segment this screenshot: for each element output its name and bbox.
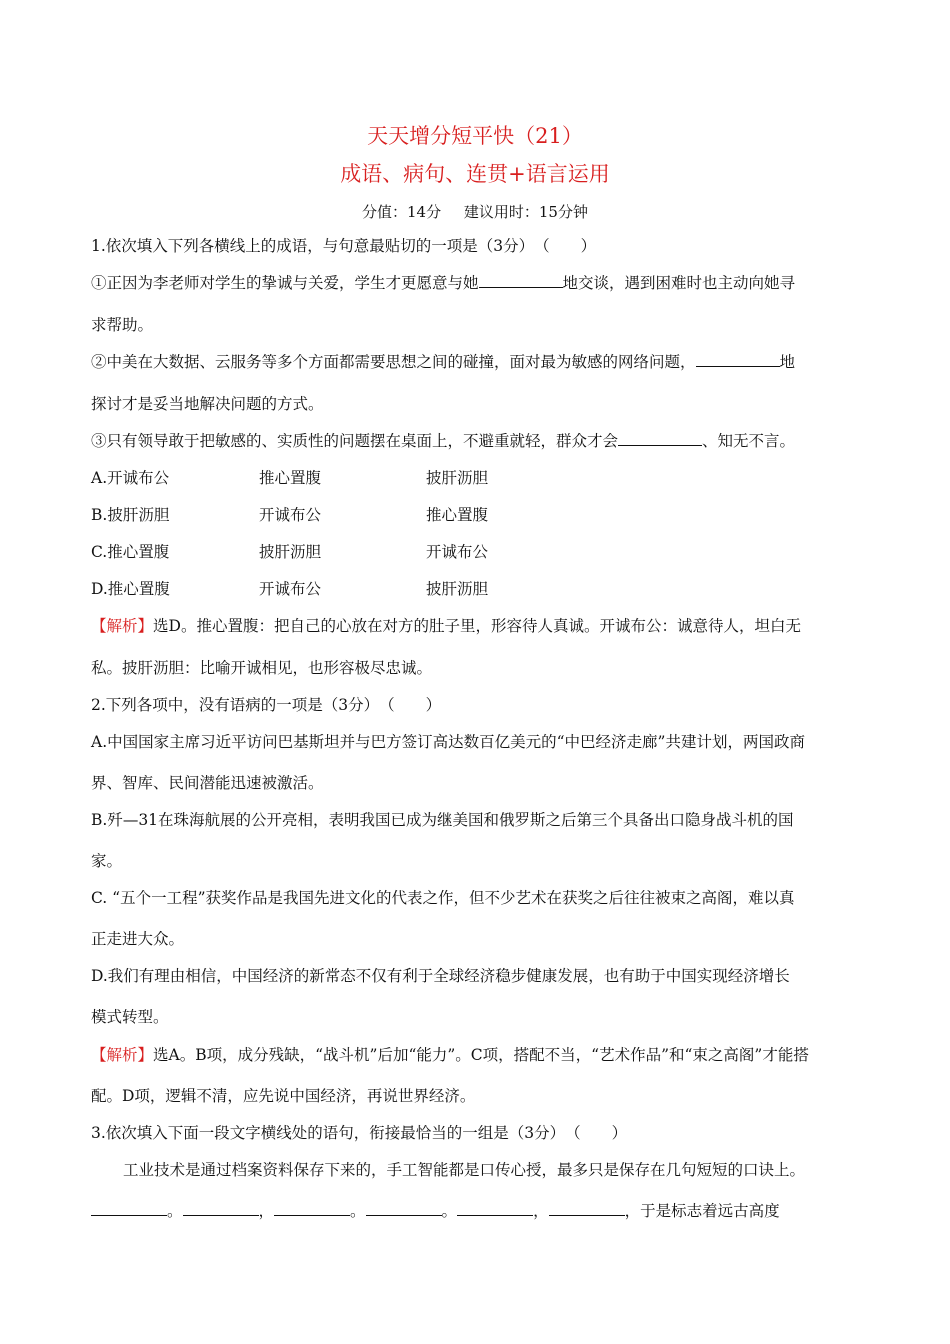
page-subtitle: 成语、病句、连贯+语言运用 [340,162,610,186]
q2-option-a-cont: 界、智库、民间潜能迅速被激活。 [91,774,324,792]
q2-stem: 2.下列各项中，没有语病的一项是（3分） （ ） [91,696,442,714]
answer-blank[interactable] [366,1201,442,1216]
q1-analysis-cont: 私。披肝沥胆：比喻开诚相见，也形容极尽忠诚。 [91,659,433,677]
q1-analysis: 【解析】选D。推心置腹：把自己的心放在对方的肚子里，形容待人真诚。开诚布公：诚意待人，坦白无 [91,617,801,635]
q1-sentence-1-cont: 求帮助。 [91,316,154,334]
answer-blank[interactable] [183,1201,259,1216]
q2-option-d-cont: 模式转型。 [91,1008,169,1026]
q1-sentence-1: ①正因为李老师对学生的挚诚与关爱，学生才更愿意与她 地交谈，遇到困难时也主动向她寻 [91,274,796,292]
q2-option-a: A.中国国家主席习近平访问巴基斯坦并与巴方签订高达数百亿美元的“中巴经济走廊”共建计划，两国政商 [91,733,805,751]
answer-blank[interactable] [457,1201,533,1216]
q2-analysis: 【解析】选A。B项，成分残缺，“战斗机”后加“能力”。C项，搭配不当，“艺术作品”和“束之高阁”才能搭 [91,1046,809,1064]
q1-stem: 1.依次填入下列各横线上的成语，与句意最贴切的一项是（3分） （ ） [91,237,597,255]
analysis-tag: 【解析】 [91,1046,154,1064]
answer-blank[interactable] [696,352,780,367]
q1-sentence-3: ③只有领导敢于把敏感的、实质性的问题摆在桌面上，不避重就轻，群众才会 、知无不言。 [91,432,796,450]
q2-option-d: D.我们有理由相信，中国经济的新常态不仅有利于全球经济稳步健康发展，也有助于中国实现经济增长 [91,967,790,985]
q2-option-c: C. “五个一工程”获奖作品是我国先进文化的代表之作，但不少艺术在获奖之后往往被束之高阁，难以真 [91,889,795,907]
q1-sentence-2: ②中美在大数据、云服务等多个方面都需要思想之间的碰撞，面对最为敏感的网络问题， 地 [91,353,796,371]
q3-blanks-line: 。 ， 。 。 ， ，于是标志着远古高度 [91,1199,780,1221]
answer-blank[interactable] [549,1201,625,1216]
q3-stem: 3.依次填入下面一段文字横线处的语句，衔接最恰当的一组是（3分） （ ） [91,1124,628,1142]
meta-info [0,201,950,222]
answer-blank[interactable] [618,431,702,446]
q2-option-b: B.歼—31在珠海航展的公开亮相，表明我国已成为继美国和俄罗斯之后第三个具备出口隐身战斗机的国 [91,811,794,829]
q2-option-b-cont: 家。 [91,852,123,870]
answer-blank[interactable] [274,1201,350,1216]
q2-option-c-cont: 正走进大众。 [91,930,185,948]
score-text: 分值：14分 [362,203,442,221]
q1-sentence-2-cont: 探讨才是妥当地解决问题的方式。 [91,395,324,413]
analysis-tag: 【解析】 [91,617,154,635]
answer-blank[interactable] [91,1201,167,1216]
page-title: 天天增分短平快（21） [367,124,583,148]
answer-blank[interactable] [479,273,563,288]
time-text: 建议用时：15分钟 [463,203,588,221]
document-page: 天天增分短平快（21） 成语、病句、连贯+语言运用 分值：14分 建议用时：15分钟 1.依次填入下列各横线上的成语，与句意最贴切的一项是（3分） （ ） ①正因为李老师对学生的挚诚与关爱，学生才更愿意与她 地交谈，遇到困难时也主动向她寻 求帮助。 ②中美在大数据、云服务等多个方面都需要思想之间的碰撞，面对最为敏感的网络问题， 地 探讨才是妥当地解决问题的方式。 ③只有领导敢于把敏感的、实质性的问题摆在桌面上，不避重就轻，群众才会 、知无不言。 A.开诚布公 推心置腹 披肝沥胆 B.披肝沥胆 开诚布公 推心置腹 C.推心置腹 披肝沥胆 开诚布公 D.推心置腹 开诚布公 披肝沥胆 【解析】选D。推心置腹：把自己的心放在对方的肚子里，形容待人真诚。开诚布公：诚意待人，坦白无 私。披肝沥胆：比喻开诚相见，也形容极尽忠诚。 2.下列各项中，没有语病的一项是（3分） （ ） A.中国国家主席习近平访问巴基斯坦并与巴方签订高达数百亿美元的“中巴经济走廊”共建计划，两国政商 界、智库、民间潜能迅速被激活。 B.歼—31在珠海航展的公开亮相，表明我国已成为继美国和俄罗斯之后第三个具备出口隐身战斗机的国 家。 C. “五个一工程”获奖作品是我国先进文化的代表之作，但不少艺术在获奖之后往往被束之高阁，难以真 正走进大众。 D.我们有理由相信，中国经济的新常态不仅有利于全球经济稳步健康发展，也有助于中国实现经济增长 模式转型。 【解析】选A。B项，成分残缺，“战斗机”后加“能力”。C项，搭配不当，“艺术作品”和“束之高阁”才能搭 配。D项，逻辑不清，应先说中国经济，再说世界经济。 3.依次填入下面一段文字横线处的语句，衔接最恰当的一组是（3分） （ ） 工业技术是通过档案资料保存下来的，手工智能都是口传心授，最多只是保存在几句短短的口诀上。 。 ， 。 。 ， ，于是标志着远古高度 [0,0,950,1344]
q3-passage: 工业技术是通过档案资料保存下来的，手工智能都是口传心授，最多只是保存在几句短短的口诀上。 [123,1161,806,1179]
q2-analysis-cont: 配。D项，逻辑不清，应先说中国经济，再说世界经济。 [91,1087,476,1105]
